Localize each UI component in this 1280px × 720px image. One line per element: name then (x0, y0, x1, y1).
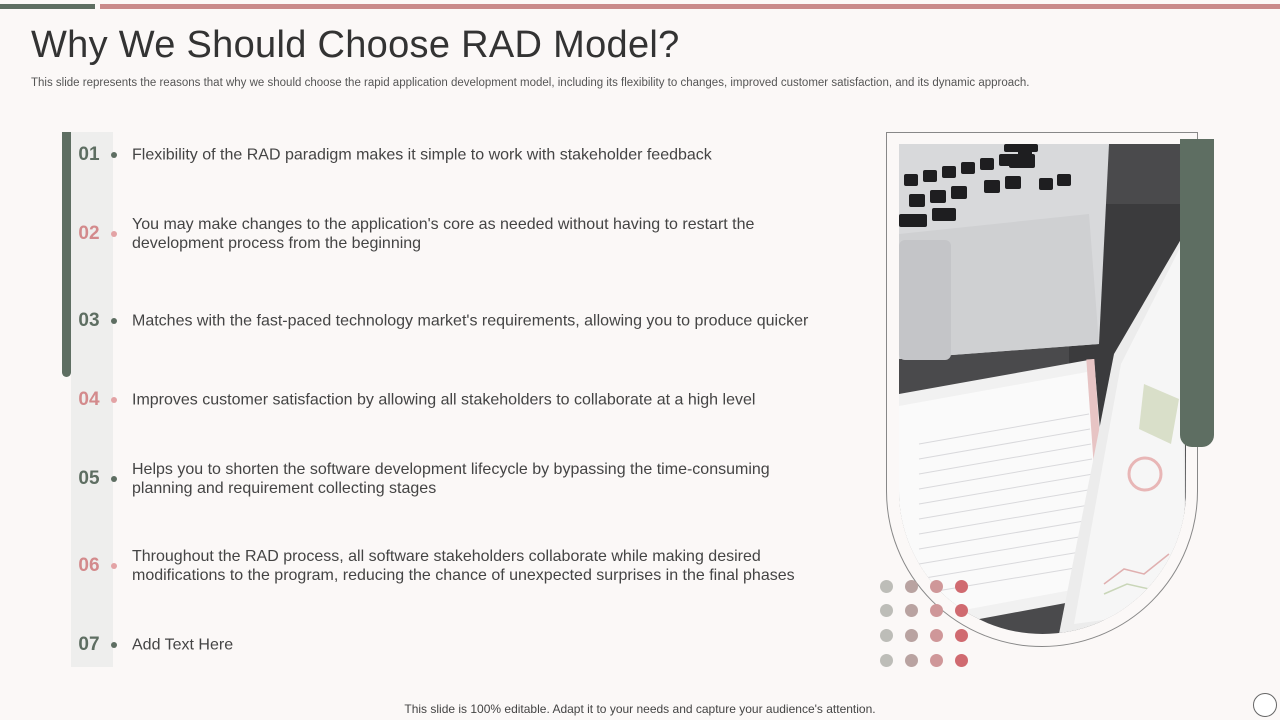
dot-icon (905, 629, 918, 642)
dot-icon (905, 580, 918, 593)
list-item-05 (71, 449, 831, 509)
list-accent-bar (62, 132, 71, 377)
item-text: Matches with the fast-paced technology market's requirements, allowing you to produce quicker (132, 312, 809, 330)
item-text: Add Text Here (132, 636, 234, 654)
dot-icon (955, 654, 968, 667)
page-title: Why We Should Choose RAD Model? (31, 24, 680, 66)
item-number: 05 (78, 468, 100, 489)
bullet-dot-icon (111, 152, 117, 158)
decorative-dots-grid (880, 580, 980, 670)
item-text: Throughout the RAD process, all software stakeholders collaborate while making desired modifications to the program, reducing the chance of unexpected surprises in the final phases (132, 548, 795, 584)
dot-icon (955, 604, 968, 617)
bullet-dot-icon (111, 231, 117, 237)
top-accent-bar-pink (100, 4, 1280, 9)
item-number: 07 (78, 634, 100, 655)
list-item-02 (71, 204, 831, 264)
dot-icon (955, 580, 968, 593)
list-item-06 (71, 536, 831, 596)
item-text: You may make changes to the application's core as needed without having to restart the development process from the beginning (132, 216, 755, 252)
bullet-dot-icon (111, 397, 117, 403)
item-number: 01 (78, 144, 100, 165)
dot-icon (905, 654, 918, 667)
item-number: 04 (78, 389, 100, 410)
dot-icon (880, 580, 893, 593)
item-number: 06 (78, 555, 100, 576)
item-text: Flexibility of the RAD paradigm makes it simple to work with stakeholder feedback (132, 146, 712, 164)
bullet-dot-icon (111, 642, 117, 648)
dot-icon (905, 604, 918, 617)
bullet-dot-icon (111, 476, 117, 482)
footer-note: This slide is 100% editable. Adapt it to your needs and capture your audience's attention. (404, 702, 876, 716)
dot-icon (880, 654, 893, 667)
bullet-dot-icon (111, 318, 117, 324)
dot-icon (930, 654, 943, 667)
dot-icon (930, 629, 943, 642)
item-number: 02 (78, 223, 100, 244)
photo-illustration (899, 144, 1186, 634)
item-text: Improves customer satisfaction by allowing all stakeholders to collaborate at a high level (132, 391, 756, 409)
decorative-side-bar (1180, 139, 1214, 447)
dot-icon (930, 604, 943, 617)
item-text: Helps you to shorten the software development lifecycle by bypassing the time-consuming planning and requirement collecting stages (132, 461, 770, 497)
top-accent-bar-dark (0, 4, 95, 9)
dot-icon (930, 580, 943, 593)
dot-icon (880, 604, 893, 617)
dot-icon (880, 629, 893, 642)
dot-icon (955, 629, 968, 642)
bullet-dot-icon (111, 563, 117, 569)
item-number: 03 (78, 310, 100, 331)
list-item-07 (71, 615, 831, 675)
page-subtitle: This slide represents the reasons that why we should choose the rapid application development model, including its flexibility to changes, improved customer satisfaction, and its dynamic approach. (31, 77, 1030, 89)
list-item-01 (71, 125, 831, 185)
list-item-03 (71, 291, 831, 351)
list-item-04 (71, 370, 831, 430)
laptop-and-notebook-photo (899, 144, 1186, 634)
corner-circle-icon (1253, 693, 1277, 717)
